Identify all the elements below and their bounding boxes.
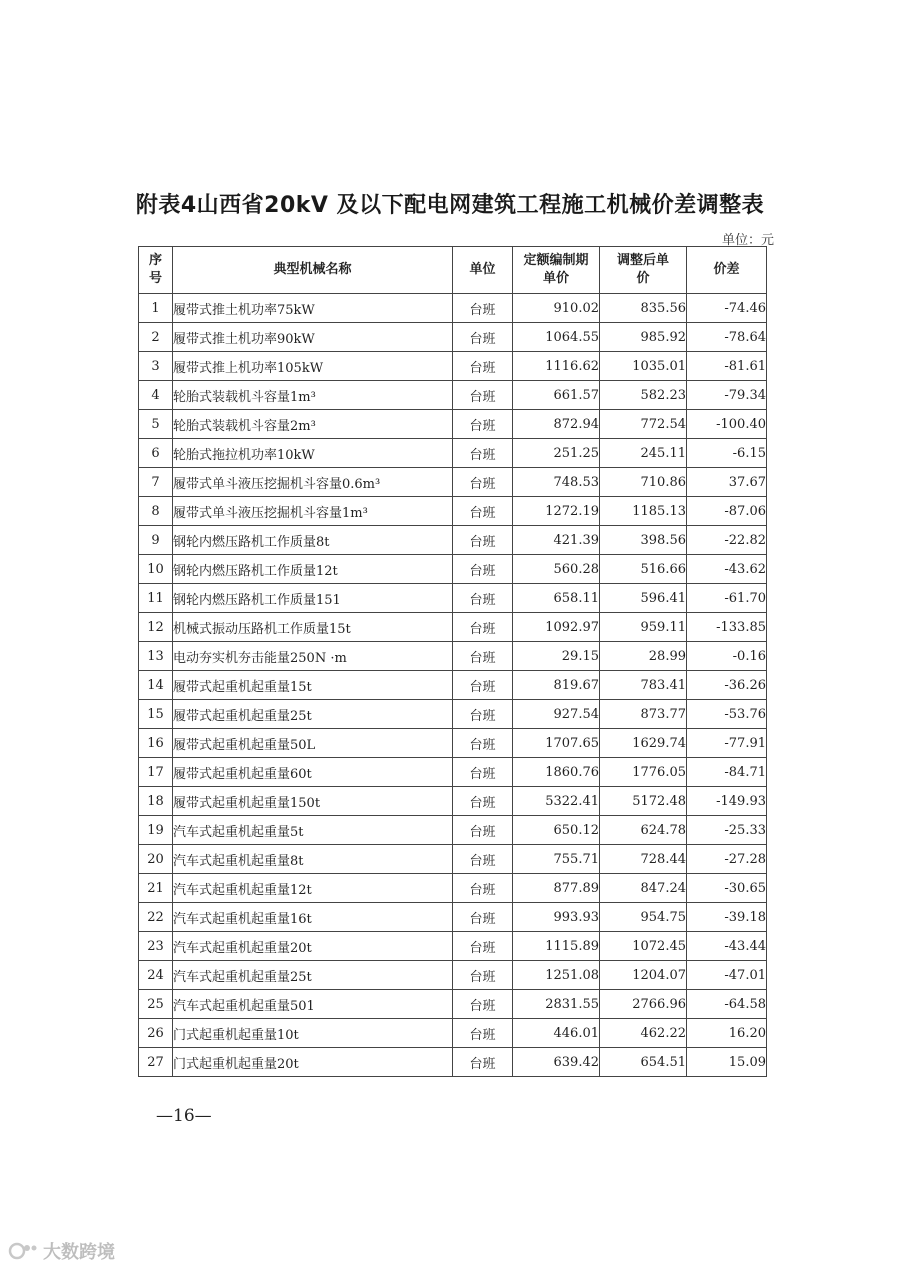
- row-price-diff: -53.76: [687, 700, 767, 729]
- row-no: 16: [139, 729, 173, 758]
- table-row: [139, 439, 767, 468]
- row-quota-price: 1251.08: [513, 961, 600, 990]
- row-no: 21: [139, 874, 173, 903]
- row-machine-name: 轮胎式装载机斗容量1m³: [173, 381, 453, 410]
- table-row: [139, 700, 767, 729]
- row-no: 3: [139, 352, 173, 381]
- row-quota-price: 1707.65: [513, 729, 600, 758]
- row-price-diff: -149.93: [687, 787, 767, 816]
- row-quota-price: 661.57: [513, 381, 600, 410]
- row-machine-name: 汽车式起重机起重量20t: [173, 932, 453, 961]
- row-unit: 台班: [453, 758, 513, 787]
- row-adjusted-price: 954.75: [600, 903, 687, 932]
- row-quota-price: 251.25: [513, 439, 600, 468]
- row-price-diff: -79.34: [687, 381, 767, 410]
- table-row: [139, 903, 767, 932]
- row-unit: 台班: [453, 642, 513, 671]
- row-unit: 台班: [453, 787, 513, 816]
- header-diff: 价差: [687, 247, 767, 294]
- row-price-diff: 15.09: [687, 1048, 767, 1077]
- row-unit: 台班: [453, 1019, 513, 1048]
- row-price-diff: -43.62: [687, 555, 767, 584]
- row-no: 2: [139, 323, 173, 352]
- table-row: [139, 961, 767, 990]
- watermark: [8, 1238, 115, 1264]
- table-header-row: [139, 247, 767, 294]
- row-no: 11: [139, 584, 173, 613]
- row-price-diff: -87.06: [687, 497, 767, 526]
- row-no: 23: [139, 932, 173, 961]
- row-no: 1: [139, 294, 173, 323]
- row-machine-name: 履带式单斗液压挖掘机斗容量1m³: [173, 497, 453, 526]
- row-no: 17: [139, 758, 173, 787]
- row-unit: 台班: [453, 410, 513, 439]
- row-unit: 台班: [453, 613, 513, 642]
- row-machine-name: 履带式起重机起重量15t: [173, 671, 453, 700]
- table-row: [139, 874, 767, 903]
- table-row: [139, 1048, 767, 1077]
- row-adjusted-price: 582.23: [600, 381, 687, 410]
- row-adjusted-price: 1204.07: [600, 961, 687, 990]
- row-price-diff: -0.16: [687, 642, 767, 671]
- row-adjusted-price: 1185.13: [600, 497, 687, 526]
- row-quota-price: 993.93: [513, 903, 600, 932]
- watermark-text: 大数跨境: [43, 1242, 115, 1263]
- row-price-diff: -64.58: [687, 990, 767, 1019]
- row-adjusted-price: 847.24: [600, 874, 687, 903]
- row-no: 8: [139, 497, 173, 526]
- row-no: 10: [139, 555, 173, 584]
- row-no: 27: [139, 1048, 173, 1077]
- row-machine-name: 汽车式起重机起重量8t: [173, 845, 453, 874]
- row-adjusted-price: 462.22: [600, 1019, 687, 1048]
- row-machine-name: 履带式推上机功率105kW: [173, 352, 453, 381]
- table-row: [139, 816, 767, 845]
- row-unit: 台班: [453, 497, 513, 526]
- row-price-diff: -43.44: [687, 932, 767, 961]
- row-no: 18: [139, 787, 173, 816]
- table-body: [139, 294, 767, 1077]
- document-title: 附表4山西省20kV 及以下配电网建筑工程施工机械价差调整表: [135, 193, 765, 218]
- row-quota-price: 421.39: [513, 526, 600, 555]
- row-unit: 台班: [453, 845, 513, 874]
- table-row: [139, 468, 767, 497]
- row-adjusted-price: 398.56: [600, 526, 687, 555]
- table-row: [139, 729, 767, 758]
- row-adjusted-price: 873.77: [600, 700, 687, 729]
- row-quota-price: 910.02: [513, 294, 600, 323]
- row-machine-name: 钢轮内燃压路机工作质量12t: [173, 555, 453, 584]
- row-price-diff: -22.82: [687, 526, 767, 555]
- table-row: [139, 584, 767, 613]
- table-row: [139, 787, 767, 816]
- row-quota-price: 748.53: [513, 468, 600, 497]
- watermark-logo-icon: [8, 1240, 38, 1262]
- row-unit: 台班: [453, 990, 513, 1019]
- row-unit: 台班: [453, 294, 513, 323]
- table-row: [139, 323, 767, 352]
- row-price-diff: -39.18: [687, 903, 767, 932]
- row-machine-name: 汽车式起重机起重量12t: [173, 874, 453, 903]
- row-adjusted-price: 596.41: [600, 584, 687, 613]
- row-price-diff: -84.71: [687, 758, 767, 787]
- row-unit: 台班: [453, 961, 513, 990]
- row-adjusted-price: 5172.48: [600, 787, 687, 816]
- row-quota-price: 1064.55: [513, 323, 600, 352]
- row-unit: 台班: [453, 468, 513, 497]
- row-machine-name: 汽车式起重机起重量25t: [173, 961, 453, 990]
- row-no: 14: [139, 671, 173, 700]
- table-row: [139, 381, 767, 410]
- row-quota-price: 5322.41: [513, 787, 600, 816]
- table-row: [139, 352, 767, 381]
- header-no: 序号: [139, 247, 173, 294]
- row-machine-name: 汽车式起重机起重量16t: [173, 903, 453, 932]
- row-unit: 台班: [453, 584, 513, 613]
- row-quota-price: 1116.62: [513, 352, 600, 381]
- row-no: 7: [139, 468, 173, 497]
- row-machine-name: 履带式起重机起重量25t: [173, 700, 453, 729]
- row-adjusted-price: 1776.05: [600, 758, 687, 787]
- row-adjusted-price: 710.86: [600, 468, 687, 497]
- row-quota-price: 1115.89: [513, 932, 600, 961]
- header-adjusted-price: 调整后单价: [600, 247, 687, 294]
- row-no: 26: [139, 1019, 173, 1048]
- row-unit: 台班: [453, 816, 513, 845]
- row-machine-name: 门式起重机起重量10t: [173, 1019, 453, 1048]
- row-quota-price: 658.11: [513, 584, 600, 613]
- row-unit: 台班: [453, 932, 513, 961]
- header-quota-price: 定额编制期单价: [513, 247, 600, 294]
- row-price-diff: -36.26: [687, 671, 767, 700]
- row-quota-price: 1092.97: [513, 613, 600, 642]
- table-row: [139, 497, 767, 526]
- row-quota-price: 927.54: [513, 700, 600, 729]
- row-machine-name: 电动夯实机夯击能量250N ·m: [173, 642, 453, 671]
- header-unit: 单位: [453, 247, 513, 294]
- row-adjusted-price: 624.78: [600, 816, 687, 845]
- unit-note: 单位：元: [721, 233, 774, 248]
- row-machine-name: 机械式振动压路机工作质量15t: [173, 613, 453, 642]
- row-unit: 台班: [453, 1048, 513, 1077]
- row-adjusted-price: 1035.01: [600, 352, 687, 381]
- row-price-diff: -77.91: [687, 729, 767, 758]
- table-row: [139, 410, 767, 439]
- row-no: 19: [139, 816, 173, 845]
- row-no: 13: [139, 642, 173, 671]
- row-no: 24: [139, 961, 173, 990]
- row-quota-price: 650.12: [513, 816, 600, 845]
- row-no: 22: [139, 903, 173, 932]
- row-unit: 台班: [453, 874, 513, 903]
- row-adjusted-price: 2766.96: [600, 990, 687, 1019]
- row-adjusted-price: 28.99: [600, 642, 687, 671]
- price-adjustment-table: [138, 246, 767, 1077]
- table-row: [139, 1019, 767, 1048]
- row-quota-price: 755.71: [513, 845, 600, 874]
- header-name: 典型机械名称: [173, 247, 453, 294]
- row-quota-price: 877.89: [513, 874, 600, 903]
- row-adjusted-price: 959.11: [600, 613, 687, 642]
- row-adjusted-price: 245.11: [600, 439, 687, 468]
- row-price-diff: -6.15: [687, 439, 767, 468]
- row-unit: 台班: [453, 729, 513, 758]
- row-price-diff: -30.65: [687, 874, 767, 903]
- row-machine-name: 钢轮内燃压路机工作质量151: [173, 584, 453, 613]
- row-price-diff: -25.33: [687, 816, 767, 845]
- row-price-diff: -27.28: [687, 845, 767, 874]
- row-quota-price: 446.01: [513, 1019, 600, 1048]
- row-machine-name: 门式起重机起重量20t: [173, 1048, 453, 1077]
- row-machine-name: 汽车式起重机起重量501: [173, 990, 453, 1019]
- row-machine-name: 履带式推土机功率75kW: [173, 294, 453, 323]
- row-no: 15: [139, 700, 173, 729]
- row-price-diff: 16.20: [687, 1019, 767, 1048]
- table-row: [139, 932, 767, 961]
- table-row: [139, 526, 767, 555]
- row-machine-name: 履带式起重机起重量150t: [173, 787, 453, 816]
- row-no: 6: [139, 439, 173, 468]
- row-machine-name: 履带式推土机功率90kW: [173, 323, 453, 352]
- row-price-diff: -133.85: [687, 613, 767, 642]
- row-unit: 台班: [453, 903, 513, 932]
- row-no: 9: [139, 526, 173, 555]
- row-price-diff: -74.46: [687, 294, 767, 323]
- row-adjusted-price: 985.92: [600, 323, 687, 352]
- row-adjusted-price: 1629.74: [600, 729, 687, 758]
- row-quota-price: 2831.55: [513, 990, 600, 1019]
- row-machine-name: 汽车式起重机起重量5t: [173, 816, 453, 845]
- table-row: [139, 613, 767, 642]
- row-price-diff: -100.40: [687, 410, 767, 439]
- row-adjusted-price: 772.54: [600, 410, 687, 439]
- row-price-diff: 37.67: [687, 468, 767, 497]
- row-price-diff: -78.64: [687, 323, 767, 352]
- row-adjusted-price: 728.44: [600, 845, 687, 874]
- row-no: 5: [139, 410, 173, 439]
- row-no: 12: [139, 613, 173, 642]
- row-quota-price: 639.42: [513, 1048, 600, 1077]
- row-unit: 台班: [453, 671, 513, 700]
- table-row: [139, 758, 767, 787]
- table-row: [139, 671, 767, 700]
- table-row: [139, 642, 767, 671]
- row-unit: 台班: [453, 700, 513, 729]
- row-adjusted-price: 1072.45: [600, 932, 687, 961]
- row-quota-price: 1272.19: [513, 497, 600, 526]
- row-adjusted-price: 654.51: [600, 1048, 687, 1077]
- row-unit: 台班: [453, 352, 513, 381]
- row-unit: 台班: [453, 381, 513, 410]
- row-machine-name: 履带式起重机起重量50L: [173, 729, 453, 758]
- row-unit: 台班: [453, 555, 513, 584]
- row-machine-name: 轮胎式装载机斗容量2m³: [173, 410, 453, 439]
- row-adjusted-price: 783.41: [600, 671, 687, 700]
- row-unit: 台班: [453, 323, 513, 352]
- row-unit: 台班: [453, 526, 513, 555]
- row-machine-name: 轮胎式拖拉机功率10kW: [173, 439, 453, 468]
- row-adjusted-price: 835.56: [600, 294, 687, 323]
- row-machine-name: 钢轮内燃压路机工作质量8t: [173, 526, 453, 555]
- row-quota-price: 819.67: [513, 671, 600, 700]
- table-row: [139, 845, 767, 874]
- row-quota-price: 560.28: [513, 555, 600, 584]
- row-quota-price: 1860.76: [513, 758, 600, 787]
- row-no: 20: [139, 845, 173, 874]
- row-machine-name: 履带式单斗液压挖掘机斗容量0.6m³: [173, 468, 453, 497]
- table-row: [139, 555, 767, 584]
- row-no: 25: [139, 990, 173, 1019]
- row-unit: 台班: [453, 439, 513, 468]
- row-no: 4: [139, 381, 173, 410]
- page-number: —16—: [156, 1106, 212, 1126]
- row-adjusted-price: 516.66: [600, 555, 687, 584]
- table-row: [139, 990, 767, 1019]
- table-row: [139, 294, 767, 323]
- row-price-diff: -61.70: [687, 584, 767, 613]
- row-price-diff: -47.01: [687, 961, 767, 990]
- row-machine-name: 履带式起重机起重量60t: [173, 758, 453, 787]
- row-quota-price: 872.94: [513, 410, 600, 439]
- row-price-diff: -81.61: [687, 352, 767, 381]
- row-quota-price: 29.15: [513, 642, 600, 671]
